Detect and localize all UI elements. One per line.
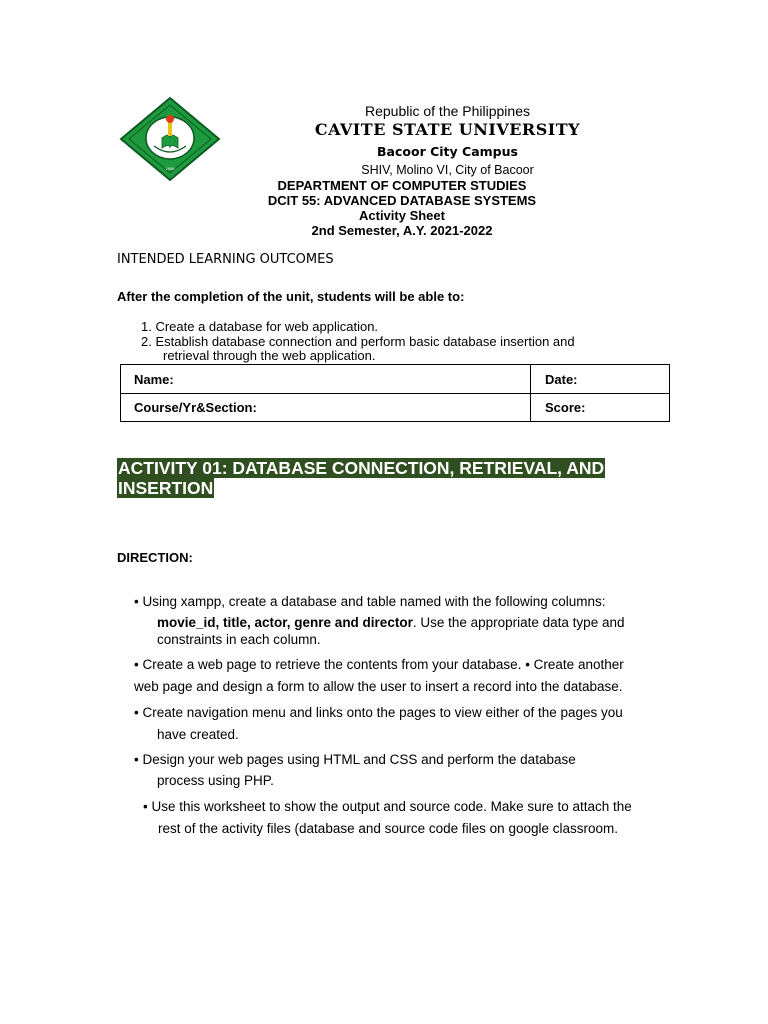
score-label: Score: <box>545 400 586 415</box>
bullet-1-rest: . Use the appropriate data type and <box>412 615 625 630</box>
ilo-intro: After the completion of the unit, students will be able to: <box>117 289 465 304</box>
outcome-1: 1. Create a database for web application. <box>141 319 379 334</box>
department-name: DEPARTMENT OF COMPUTER STUDIES <box>277 178 527 193</box>
bullet-2-line2: web page and design a form to allow the user to insert a record into the database. <box>134 679 623 694</box>
date-label: Date: <box>545 372 578 387</box>
bullet-5-line1: • Use this worksheet to show the output and source code. Make sure to attach the <box>143 799 632 814</box>
student-info-table <box>120 364 670 422</box>
course-title: DCIT 55: ADVANCED DATABASE SYSTEMS <box>267 193 537 208</box>
column-list: movie_id, title, actor, genre and director <box>157 615 413 630</box>
ilo-heading: INTENDED LEARNING OUTCOMES <box>117 252 334 267</box>
logo-year: 1906 <box>165 166 175 171</box>
semester-text: 2nd Semester, A.Y. 2021-2022 <box>311 223 493 238</box>
course-section-label: Course/Yr&Section: <box>134 400 257 415</box>
bullet-4-line2: process using PHP. <box>157 773 274 788</box>
bullet-1-line2 <box>157 615 624 630</box>
outcome-2-continued: retrieval through the web application. <box>163 348 376 363</box>
campus-name: Bacoor City Campus <box>377 144 518 159</box>
bullet-2-line1: • Create a web page to retrieve the contents from your database. • Create another <box>134 657 624 672</box>
bullet-1-line3: constraints in each column. <box>157 632 321 647</box>
bullet-3-line1: • Create navigation menu and links onto the pages to view either of the pages you <box>134 705 623 720</box>
bullet-1-line1: • Using xampp, create a database and table named with the following columns: <box>134 594 606 609</box>
republic-text: Republic of the Philippines <box>365 103 530 119</box>
outcome-2: 2. Establish database connection and perform basic database insertion and <box>141 334 575 349</box>
direction-heading: DIRECTION: <box>117 550 193 565</box>
activity-title <box>117 458 605 498</box>
university-name: CAVITE STATE UNIVERSITY <box>314 120 581 139</box>
campus-address: SHIV, Molino VI, City of Bacoor <box>361 163 534 177</box>
bullet-5-line2: rest of the activity files (database and source code files on google classroom. <box>158 821 618 836</box>
name-label: Name: <box>134 372 174 387</box>
sheet-type: Activity Sheet <box>359 208 445 223</box>
activity-title-line2: INSERTION <box>118 478 214 498</box>
bullet-3-line2: have created. <box>157 727 239 742</box>
activity-title-line1: ACTIVITY 01: DATABASE CONNECTION, RETRIEVAL, AND <box>118 458 605 478</box>
bullet-4-line1: • Design your web pages using HTML and CSS and perform the database <box>134 752 576 767</box>
